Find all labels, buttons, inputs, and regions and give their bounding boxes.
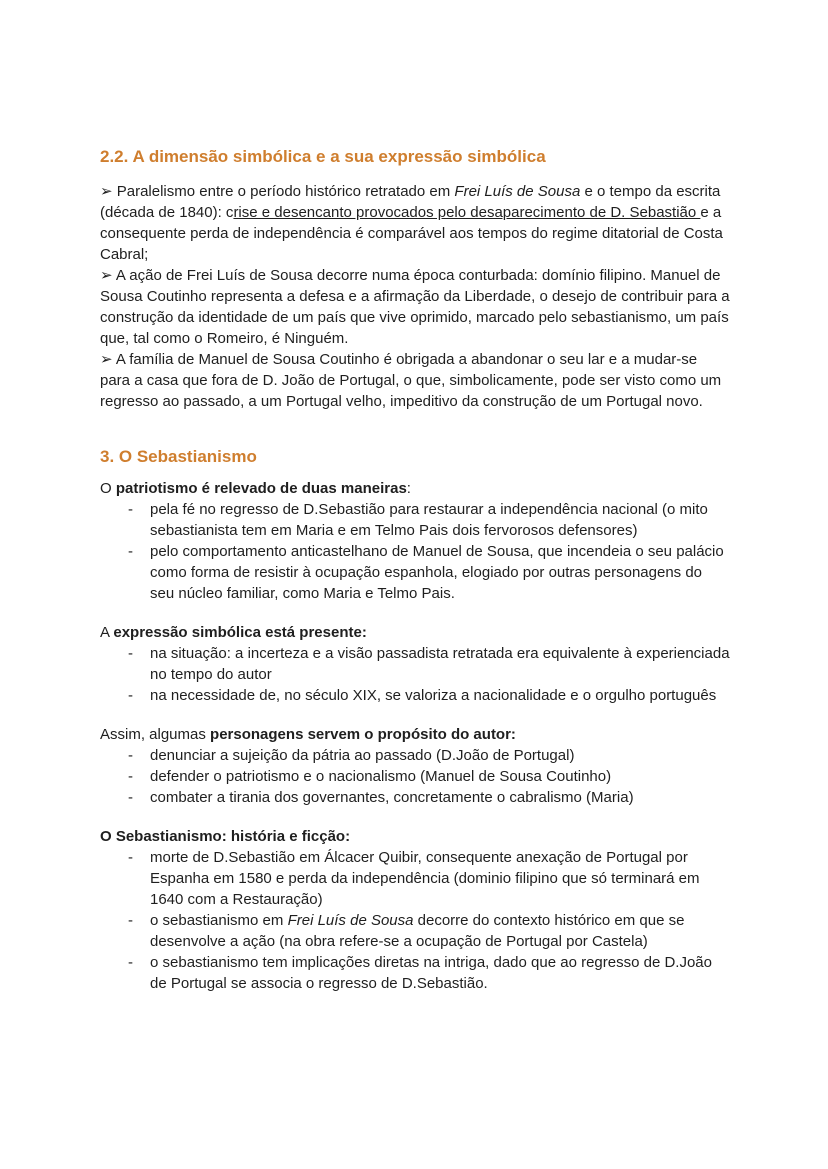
work-title: Frei Luís de Sousa	[454, 183, 581, 200]
paragraph-acao: ➢ A ação de Frei Luís de Sousa decorre numa época conturbada: domínio filipino. Manuel de Sousa Coutinho representa a defesa e a afirmação da Liberdade, o desejo de contribuir para a construção da identidade de um país que vive oprimido, marcado pelo sebastianismo, um país que, tal como o Romeiro, é Ninguém.	[100, 267, 730, 347]
block-historia-ficcao	[100, 826, 730, 994]
list-item	[100, 499, 730, 541]
list-item-text	[150, 912, 684, 950]
section-3-heading: 3. O Sebastianismo	[100, 447, 257, 466]
dash-marker: -	[128, 849, 133, 866]
dash-marker: -	[128, 747, 133, 764]
list-item-text: na necessidade de, no século XIX, se valoriza a nacionalidade e o orgulho português	[150, 687, 717, 704]
list-item	[100, 910, 730, 952]
expressao-list	[100, 643, 730, 706]
text-run: :	[406, 480, 411, 497]
list-item-text: pela fé no regresso de D.Sebastião para restaurar a independência nacional (o mito sebastianista tem em Maria e em Telmo Pais dois fervorosos defensores)	[150, 501, 708, 539]
list-item-text: na situação: a incerteza e a visão passadista retratada era equivalente à experienciada no tempo do autor	[150, 645, 730, 683]
bold-lead: expressão simbólica está presente:	[113, 624, 367, 641]
text-run: O	[100, 480, 116, 497]
text-run: e a consequente perda de independência é comparável aos tempos do regime ditatorial de Costa Cabral;	[100, 204, 723, 263]
text-run: decorre do contexto histórico em que se desenvolve a ação (na obra refere-se a ocupação de Portugal por Castela)	[150, 912, 685, 950]
list-item	[100, 745, 730, 766]
bold-lead: O Sebastianismo: história e ficção:	[100, 828, 351, 845]
text-run: A	[100, 624, 114, 641]
text-run: ➢ Paralelismo entre o período histórico retratado em	[100, 183, 455, 200]
bold-lead: patriotismo é relevado de duas maneiras	[115, 480, 407, 497]
list-item	[100, 952, 730, 994]
list-item	[100, 685, 730, 706]
section-2-2-heading: 2.2. A dimensão simbólica e a sua expressão simbólica	[100, 147, 546, 166]
text-run: o sebastianismo em	[150, 912, 288, 929]
list-item-text: o sebastianismo tem implicações diretas na intriga, dado que ao regresso de D.João de Portugal se associa o regresso de D.Sebastião.	[150, 954, 712, 992]
dash-marker: -	[128, 687, 133, 704]
list-item	[100, 643, 730, 685]
block-expressao-intro	[100, 622, 730, 643]
bold-lead: personagens servem o propósito do autor:	[210, 726, 516, 743]
text-run: e o tempo da escrita (década de 1840): c	[100, 183, 721, 221]
work-title: Frei Luís de Sousa	[287, 912, 414, 929]
list-item	[100, 541, 730, 604]
dash-marker: -	[128, 789, 133, 806]
personagens-list	[100, 745, 730, 808]
historia-list	[100, 847, 730, 994]
block-historia-intro	[100, 826, 730, 847]
block-expressao	[100, 622, 730, 706]
list-item	[100, 847, 730, 910]
dash-marker: -	[128, 912, 133, 929]
dash-marker: -	[128, 768, 133, 785]
underlined-text: rise e desencanto provocados pelo desaparecimento de D. Sebastião	[233, 204, 701, 221]
list-item-text: morte de D.Sebastião em Álcacer Quibir, consequente anexação de Portugal por Espanha em 1580 e perda da independência (dominio filipino que só terminará em 1640 com a Restauração)	[150, 849, 700, 908]
list-item-text: denunciar a sujeição da pátria ao passado (D.João de Portugal)	[150, 747, 575, 764]
text-run: Assim, algumas	[100, 726, 211, 743]
dash-marker: -	[128, 954, 133, 971]
list-item	[100, 766, 730, 787]
paragraph-paralelismo	[100, 181, 730, 265]
list-item-text: pelo comportamento anticastelhano de Manuel de Sousa, que incendeia o seu palácio como forma de resistir à ocupação espanhola, elogiado por outras personagens do seu núcleo familiar, como Maria e Telmo Pais.	[150, 543, 724, 602]
list-item	[100, 787, 730, 808]
dash-marker: -	[128, 543, 133, 560]
block-personagens-intro	[100, 724, 730, 745]
dash-marker: -	[128, 645, 133, 662]
paragraph-familia: ➢ A família de Manuel de Sousa Coutinho é obrigada a abandonar o seu lar e a mudar-se para a casa que fora de D. João de Portugal, o que, simbolicamente, pode ser visto como um regresso ao passado, a um Portugal velho, impeditivo da construção de um Portugal novo.	[100, 351, 722, 410]
block-patriotismo-intro	[100, 478, 730, 499]
block-personagens	[100, 724, 730, 808]
list-item-text: defender o patriotismo e o nacionalismo (Manuel de Sousa Coutinho)	[150, 768, 612, 785]
patriotismo-list	[100, 499, 730, 604]
block-patriotismo	[100, 478, 730, 604]
list-item-text: combater a tirania dos governantes, concretamente o cabralismo (Maria)	[150, 789, 634, 806]
dash-marker: -	[128, 501, 133, 518]
